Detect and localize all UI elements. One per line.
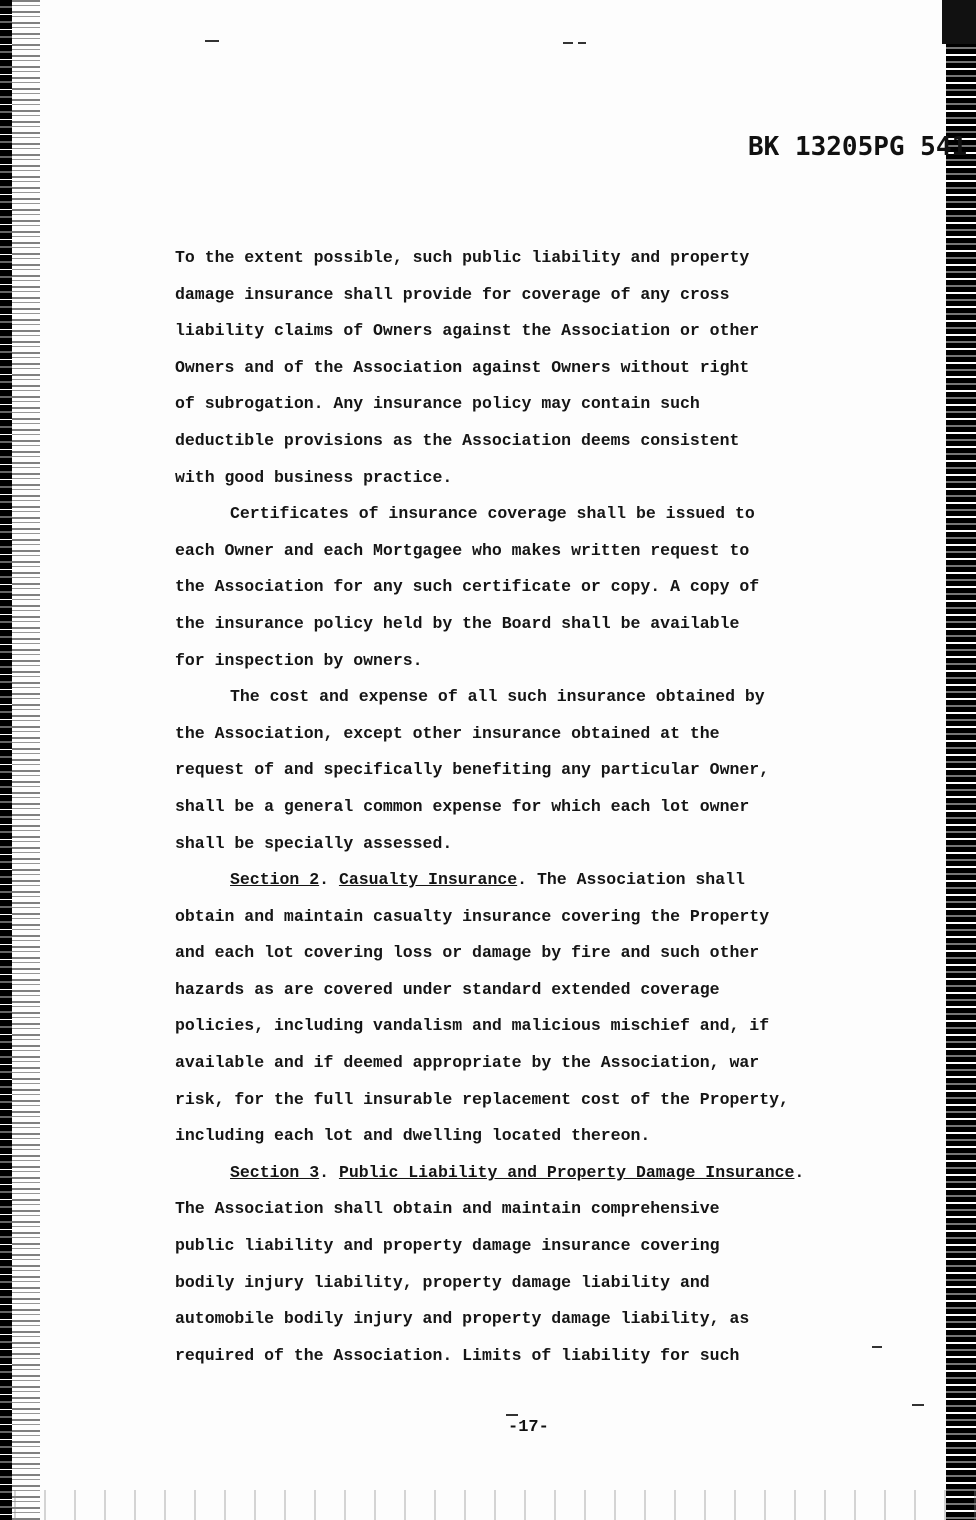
- underlined-heading: Section 2: [230, 870, 320, 890]
- underlined-heading: Section 3: [230, 1162, 320, 1182]
- text-line: [175, 972, 895, 1009]
- text-segment: shall be specially assessed.: [175, 833, 453, 853]
- text-line: [175, 1155, 895, 1192]
- text-segment: policies, including vandalism and malicious mischief and, if: [175, 1016, 770, 1036]
- document-body: [175, 240, 895, 1374]
- text-line: [175, 1191, 895, 1228]
- text-segment: shall be a general common expense for which each lot owner: [175, 796, 750, 816]
- text-line: [175, 1228, 895, 1265]
- text-line: [175, 679, 895, 716]
- text-segment: obtain and maintain casualty insurance covering the Property: [175, 906, 770, 926]
- text-segment: hazards as are covered under standard extended coverage: [175, 979, 720, 999]
- scan-mark: [563, 42, 573, 44]
- book-page-stamp: BK 13205PG 541: [748, 132, 968, 162]
- text-segment: and each lot covering loss or damage by fire and such other: [175, 943, 760, 963]
- text-line: [175, 386, 895, 423]
- text-line: [175, 460, 895, 497]
- text-line: [175, 496, 895, 533]
- text-line: [175, 569, 895, 606]
- text-segment: required of the Association. Limits of liability for such: [175, 1345, 740, 1365]
- text-segment: .: [794, 1162, 805, 1182]
- text-segment: To the extent possible, such public liability and property: [175, 248, 750, 267]
- scan-mark: [578, 42, 586, 44]
- text-line: [175, 789, 895, 826]
- text-segment: request of and specifically benefiting any particular Owner,: [175, 760, 770, 780]
- text-line: [175, 423, 895, 460]
- scan-edge-right-top: [942, 0, 976, 44]
- text-segment: the Association for any such certificate or copy. A copy of: [175, 577, 760, 597]
- text-line: [175, 1008, 895, 1045]
- text-line: [175, 1045, 895, 1082]
- text-line: [175, 1082, 895, 1119]
- text-segment: the Association, except other insurance obtained at the: [175, 723, 720, 743]
- text-line: [175, 935, 895, 972]
- text-line: [175, 1265, 895, 1302]
- text-line: [175, 752, 895, 789]
- text-segment: deductible provisions as the Association deems consistent: [175, 430, 740, 450]
- text-line: [175, 1118, 895, 1155]
- text-segment: automobile bodily injury and property damage liability, as: [175, 1309, 750, 1329]
- text-line: [175, 826, 895, 863]
- text-line: [175, 606, 895, 643]
- scan-mark: [205, 40, 219, 42]
- scan-edge-left-dark: [0, 0, 12, 1520]
- text-segment: each Owner and each Mortgagee who makes written request to: [175, 540, 750, 560]
- text-line: [175, 350, 895, 387]
- scan-edge-bottom: [0, 1490, 976, 1520]
- scan-mark: [506, 1414, 518, 1416]
- text-segment: The Association shall obtain and maintain comprehensive: [175, 1199, 720, 1219]
- scan-mark: [912, 1404, 924, 1406]
- text-line: [175, 899, 895, 936]
- text-segment: of subrogation. Any insurance policy may contain such: [175, 394, 700, 414]
- underlined-heading: Public Liability and Property Damage Insurance: [338, 1162, 795, 1182]
- text-segment: including each lot and dwelling located thereon.: [175, 1126, 651, 1146]
- text-line: [175, 240, 895, 277]
- text-line: [175, 277, 895, 314]
- text-segment: available and if deemed appropriate by the Association, war: [175, 1053, 760, 1073]
- text-segment: for inspection by owners.: [175, 650, 423, 670]
- text-line: [175, 1338, 895, 1375]
- text-segment: bodily injury liability, property damage liability and: [175, 1272, 710, 1292]
- text-segment: Certificates of insurance coverage shall be issued to: [230, 504, 755, 524]
- text-line: [175, 716, 895, 753]
- text-segment: The cost and expense of all such insurance obtained by: [230, 687, 765, 707]
- text-line: [175, 313, 895, 350]
- text-segment: with good business practice.: [175, 467, 453, 487]
- text-segment: liability claims of Owners against the Association or other: [175, 321, 760, 341]
- text-line: [175, 1301, 895, 1338]
- text-segment: damage insurance shall provide for coverage of any cross: [175, 284, 730, 304]
- text-line: [175, 643, 895, 680]
- text-segment: .: [319, 1162, 339, 1182]
- text-line: [175, 533, 895, 570]
- text-segment: the insurance policy held by the Board shall be available: [175, 613, 740, 633]
- scan-edge-right: [946, 0, 976, 1520]
- text-segment: Owners and of the Association against Owners without right: [175, 357, 750, 377]
- page-number: -17-: [508, 1418, 549, 1437]
- underlined-heading: Casualty Insurance: [338, 870, 518, 890]
- text-segment: risk, for the full insurable replacement cost of the Property,: [175, 1089, 789, 1109]
- text-segment: . The Association shall: [517, 870, 745, 890]
- text-segment: public liability and property damage insurance covering: [175, 1236, 720, 1256]
- text-segment: .: [319, 870, 339, 890]
- text-line: [175, 862, 895, 899]
